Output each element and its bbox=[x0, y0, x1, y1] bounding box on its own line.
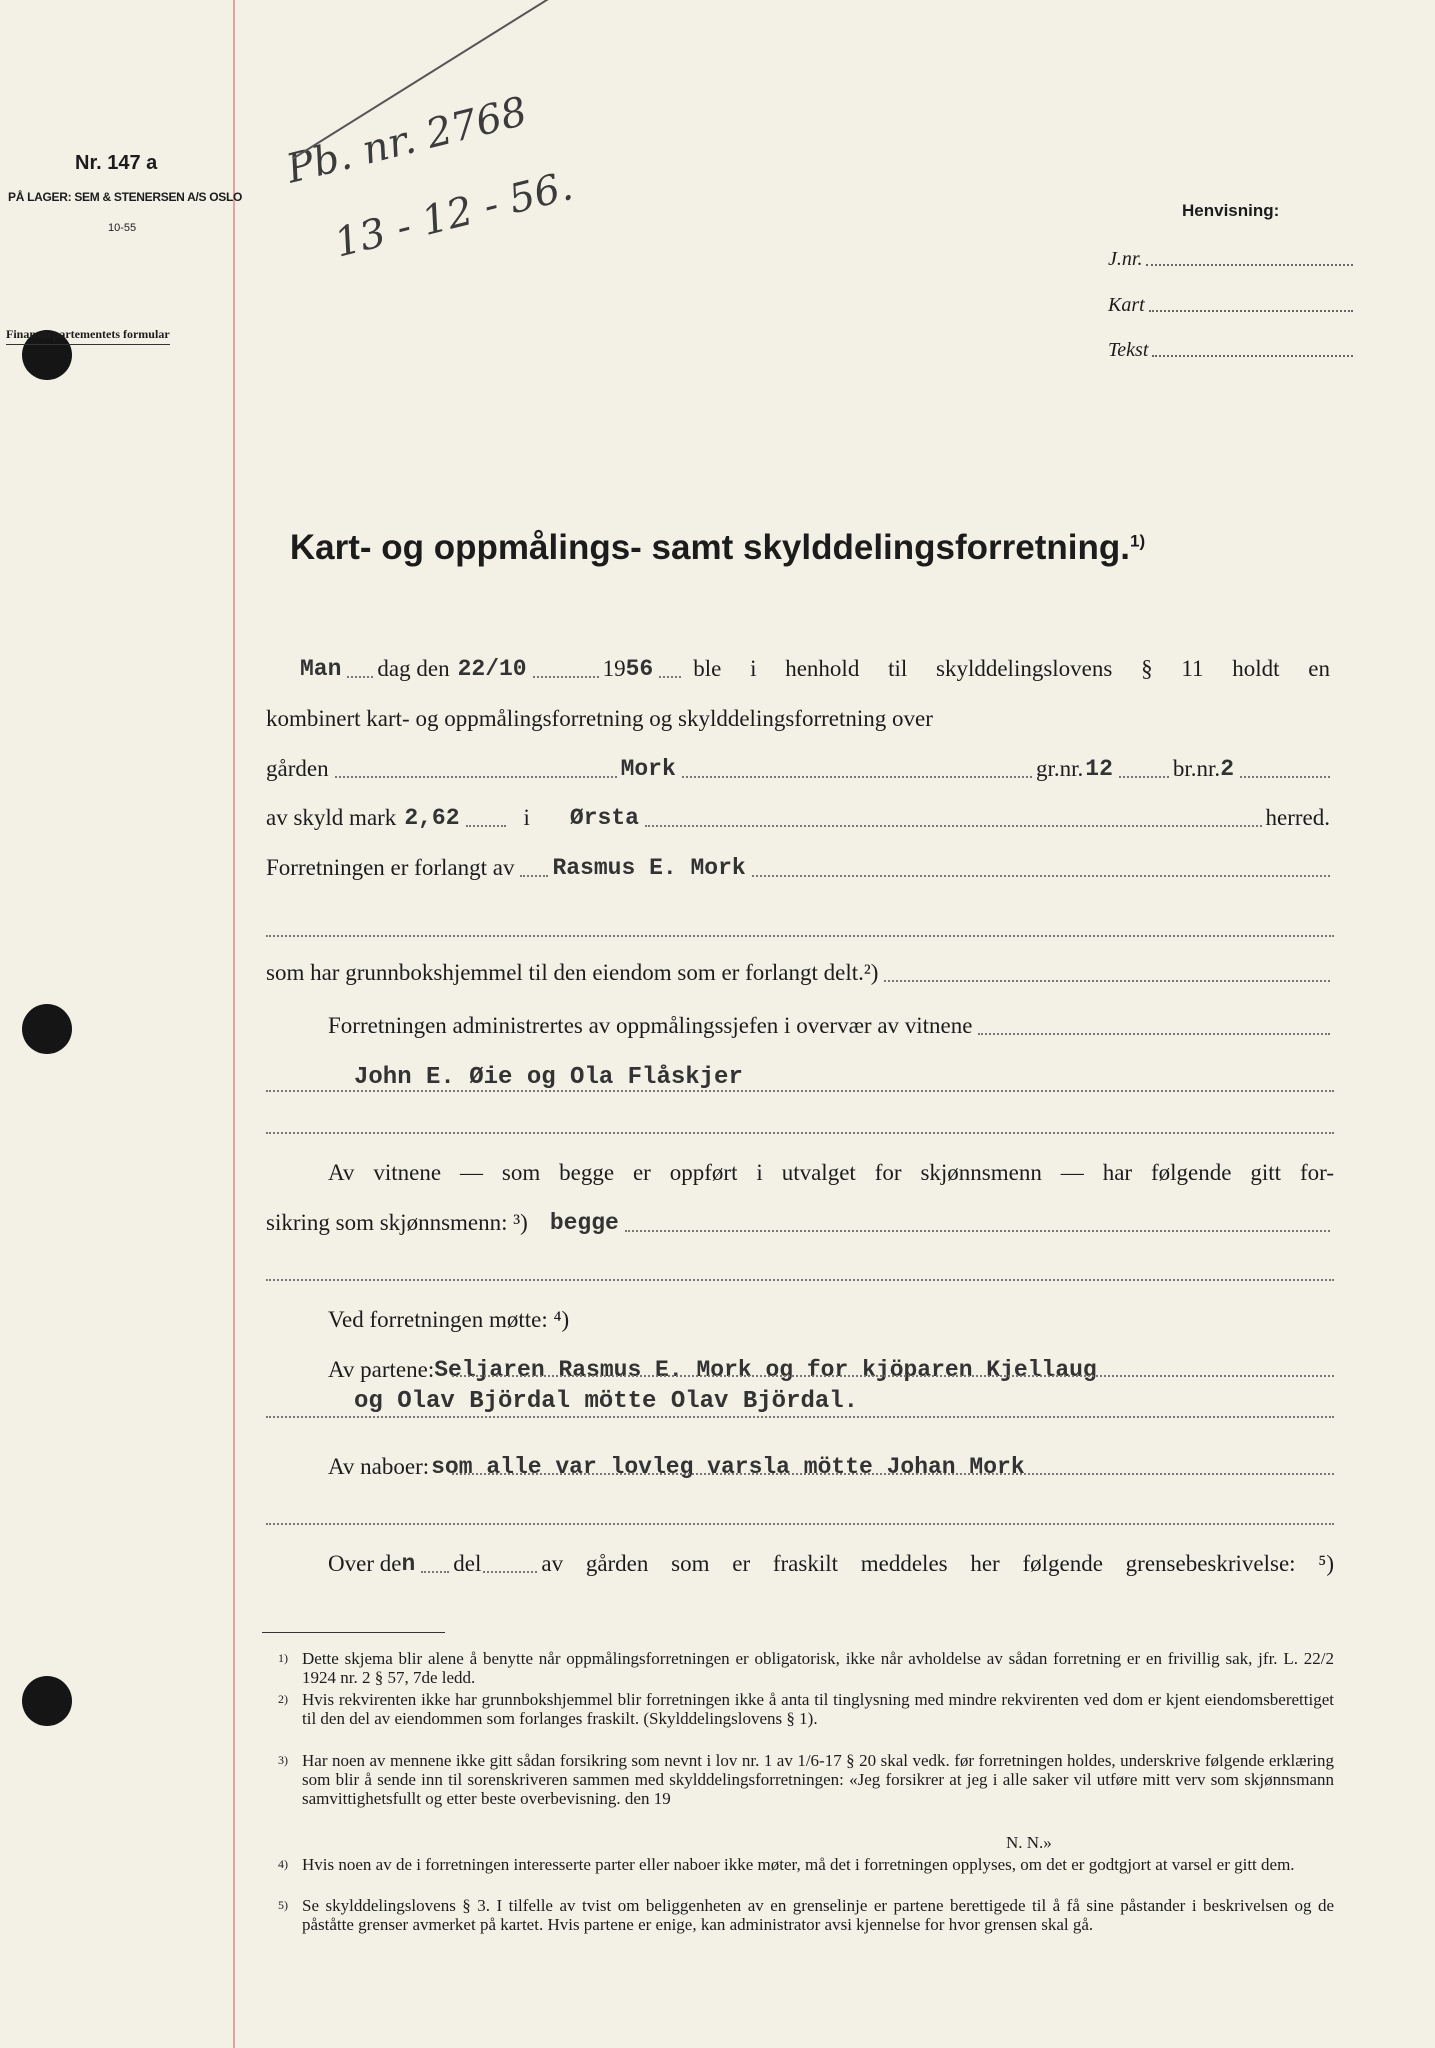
footnote-5-number: 5) bbox=[278, 1898, 288, 1912]
farm-dots-left bbox=[335, 776, 617, 778]
brnr-label: br.nr. bbox=[1172, 756, 1221, 781]
kart-field[interactable] bbox=[1149, 310, 1353, 312]
dag-den-label: dag den bbox=[377, 656, 450, 681]
reference-tekst-row bbox=[1108, 339, 1353, 362]
blank-dotted-line-1 bbox=[266, 935, 1334, 937]
sikring-dots bbox=[625, 1230, 1330, 1232]
supplier-line: PÅ LAGER: SEM & STENERSEN A/S OSLO bbox=[8, 190, 243, 204]
footnote-2-text: Hvis rekvirenten ikke har grunnbokshjemmel blir forretningen ikke å anta til tinglysning med mindre rekvirenten ved dom er kjent eiendomsberettiget til den del av eiendommen som forlanges fraskilt. (Skylddelingslovens § 1). bbox=[302, 1690, 1334, 1728]
over-de-value[interactable]: n bbox=[401, 1551, 416, 1577]
year-field-dots bbox=[659, 676, 681, 678]
over-de-dots bbox=[421, 1571, 449, 1573]
body-line-2 bbox=[266, 703, 937, 735]
naboer-dotted-line bbox=[452, 1473, 1334, 1475]
body-line-1 bbox=[300, 653, 1334, 685]
body-line-9 bbox=[328, 1157, 1334, 1189]
footnote-4 bbox=[278, 1855, 1334, 1874]
over-de-label: Over de bbox=[328, 1551, 402, 1576]
form-number: Nr. 147 a bbox=[75, 152, 158, 174]
requester-dots-left bbox=[520, 875, 548, 877]
partene-label: Av partene: bbox=[328, 1357, 435, 1382]
body-line-7 bbox=[328, 1010, 1334, 1042]
herred-label: herred. bbox=[1265, 805, 1330, 830]
margin-line bbox=[233, 0, 235, 2048]
requester-dots-right bbox=[752, 875, 1330, 877]
date-field-dots bbox=[533, 676, 599, 678]
line9-text: Av vitnene — som begge er oppført i utvalget for skjønnsmenn — har følgende gitt for- bbox=[328, 1160, 1334, 1185]
garden-label: gården bbox=[266, 756, 329, 781]
body-line-6 bbox=[266, 957, 1334, 989]
body-line-3 bbox=[266, 753, 1334, 785]
naboer-value[interactable]: som alle var lovleg varsla mötte Johan Mork bbox=[431, 1454, 1025, 1480]
kart-label: Kart bbox=[1108, 294, 1145, 316]
line6-dots bbox=[884, 980, 1330, 982]
tekst-field[interactable] bbox=[1152, 355, 1353, 357]
date-value[interactable]: 22/10 bbox=[457, 656, 527, 682]
herred-dots bbox=[645, 825, 1262, 827]
body-line-11 bbox=[328, 1304, 573, 1336]
footnote-3-text: Har noen av mennene ikke gitt sådan forsikring som nevnt i lov nr. 1 av 1/6-17 § 20 skal vedk. før forretningen holdes, underskrive følgende erklæring som blir å sende inn til sorenskriveren sammen med skylddelingsforretningen: «Jeg forsikrer at jeg i alle saker vil utføre mitt verv som skjønnsmann samvittighetsfullt og etter beste overbevisning. den 19 bbox=[302, 1751, 1334, 1808]
nn-signature: N. N.» bbox=[1006, 1833, 1052, 1852]
line7-text: Forretningen administrertes av oppmålingssjefen i overvær av vitnene bbox=[328, 1013, 973, 1038]
tekst-label: Tekst bbox=[1108, 339, 1149, 361]
line1-rest: ble i henhold til skylddelingslovens § 11 holdt en bbox=[693, 656, 1330, 681]
partene-dotted-line bbox=[452, 1375, 1334, 1377]
reference-heading: Henvisning: bbox=[1182, 201, 1280, 220]
footnote-rule bbox=[262, 1632, 445, 1633]
blank-dotted-line-3 bbox=[266, 1279, 1334, 1281]
title-footnote-mark: 1) bbox=[1129, 531, 1146, 551]
footnote-3-number: 3) bbox=[278, 1753, 288, 1767]
blank-dotted-line-2 bbox=[266, 1132, 1334, 1134]
mark-dots bbox=[466, 825, 506, 827]
brnr-dots bbox=[1240, 776, 1330, 778]
punch-hole-bottom bbox=[22, 1676, 72, 1726]
reference-jnr-row bbox=[1108, 248, 1353, 271]
document-title-text: Kart- og oppmålings- samt skylddelingsforretning. bbox=[289, 528, 1130, 567]
partene-dotted-line-2 bbox=[266, 1416, 1334, 1418]
handwritten-reg-number: Pb. nr. 2768 bbox=[282, 88, 532, 193]
naboer-label: Av naboer: bbox=[328, 1454, 430, 1479]
document-title bbox=[0, 528, 1435, 568]
footnote-5 bbox=[278, 1896, 1334, 1934]
body-line-5 bbox=[266, 852, 1334, 884]
body-line-4 bbox=[266, 802, 1334, 834]
grnr-value[interactable]: 12 bbox=[1085, 756, 1113, 782]
punch-hole-middle bbox=[22, 1004, 72, 1054]
body-line-12 bbox=[328, 1354, 1334, 1386]
day-value[interactable]: Man bbox=[300, 656, 342, 682]
del-label: del bbox=[453, 1551, 482, 1576]
requester-value[interactable]: Rasmus E. Mork bbox=[552, 855, 746, 881]
sikring-value[interactable]: begge bbox=[549, 1210, 619, 1236]
footnote-2 bbox=[278, 1690, 1334, 1728]
body-line-10 bbox=[266, 1207, 1334, 1239]
i-label: i bbox=[523, 805, 530, 830]
line11-text: Ved forretningen møtte: ⁴) bbox=[328, 1307, 570, 1332]
line7-dots bbox=[978, 1033, 1330, 1035]
department-label: Finansdepartementets formular bbox=[6, 327, 170, 345]
line2-text: kombinert kart- og oppmålingsforretning og skylddelingsforretning over bbox=[266, 706, 933, 731]
body-line-15 bbox=[328, 1548, 1334, 1580]
farm-value[interactable]: Mork bbox=[620, 756, 676, 782]
footnote-5-text: Se skylddelingslovens § 3. I tilfelle av tvist om beliggenheten av en grenselinje er partene berettigede til å få sine påstander i beskrivelsen og de påståtte grenser avmerket på kartet. Hvis partene er enige, kan administrator avsi kjennelse for hvor grensen skal gå. bbox=[302, 1896, 1334, 1934]
partene-value-continued[interactable]: og Olav Björdal mötte Olav Björdal. bbox=[354, 1388, 859, 1415]
jnr-field[interactable] bbox=[1146, 264, 1353, 266]
footnote-1-text: Dette skjema blir alene å benytte når oppmålingsforretningen er obligatorisk, ikke når avholdelse av sådan forretning er en frivillig sak, jfr. L. 22/2 1924 nr. 2 § 57, 7de ledd. bbox=[302, 1649, 1334, 1687]
footnote-1 bbox=[278, 1649, 1334, 1687]
handwritten-date: 13 - 12 - 56. bbox=[330, 163, 578, 267]
body-line-14 bbox=[328, 1451, 1334, 1483]
footnote-1-number: 1) bbox=[278, 1651, 288, 1665]
witnesses-value[interactable]: John E. Øie og Ola Flåskjer bbox=[354, 1064, 743, 1091]
forlangt-av-label: Forretningen er forlangt av bbox=[266, 855, 515, 880]
year-value[interactable]: 56 bbox=[625, 656, 654, 682]
mark-value[interactable]: 2,62 bbox=[404, 805, 460, 831]
blank-dotted-line-4 bbox=[266, 1523, 1334, 1525]
line6-text: som har grunnbokshjemmel til den eiendom som er forlangt delt.²) bbox=[266, 960, 879, 985]
herred-value[interactable]: Ørsta bbox=[569, 805, 639, 831]
brnr-value[interactable]: 2 bbox=[1220, 756, 1234, 782]
jnr-label: J.nr. bbox=[1108, 248, 1143, 270]
partene-value[interactable]: Seljaren Rasmus E. Mork og for kjöparen Kjellaug bbox=[434, 1357, 1097, 1383]
footnote-3 bbox=[278, 1751, 1334, 1808]
footnote-2-number: 2) bbox=[278, 1692, 288, 1706]
line15-rest: av gården som er fraskilt meddeles her følgende grensebeskrivelse: ⁵) bbox=[541, 1551, 1334, 1576]
av-skyld-mark-label: av skyld mark bbox=[266, 805, 397, 830]
print-code: 10-55 bbox=[108, 222, 137, 234]
del-dots bbox=[483, 1571, 537, 1573]
reference-kart-row bbox=[1108, 294, 1353, 317]
footnote-4-text: Hvis noen av de i forretningen interesserte parter eller naboer ikke møter, må det i forretningen opplyses, om det er godtgjort at varsel er gitt dem. bbox=[302, 1855, 1295, 1874]
sikring-label: sikring som skjønnsmenn: ³) bbox=[266, 1210, 528, 1235]
day-field-dots bbox=[347, 676, 373, 678]
grnr-dots bbox=[1119, 776, 1169, 778]
farm-dots-right bbox=[682, 776, 1032, 778]
footnote-4-number: 4) bbox=[278, 1857, 288, 1871]
year-prefix: 19 bbox=[602, 656, 626, 681]
grnr-label: gr.nr. bbox=[1036, 756, 1084, 781]
